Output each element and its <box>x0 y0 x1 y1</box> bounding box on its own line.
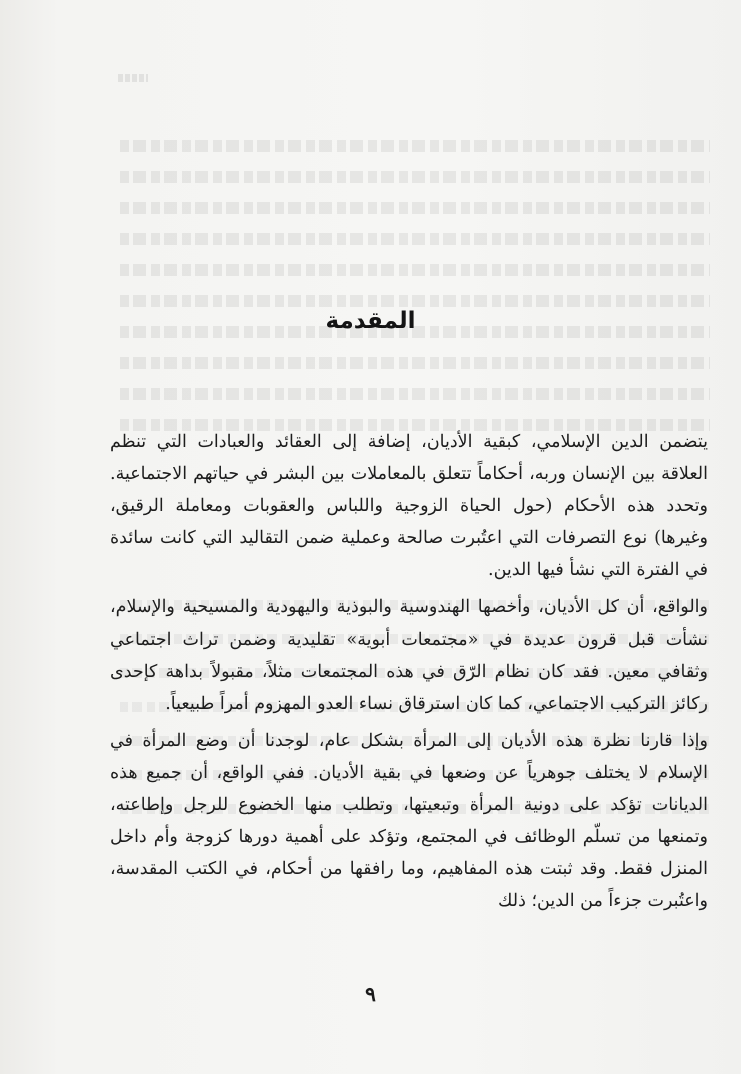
bleed-through-header <box>118 74 148 82</box>
page-number: ٩ <box>365 982 376 1006</box>
paragraph-3: وإذا قارنا نظرة هذه الأديان إلى المرأة بشكل عام، لوجدنا أن وضع المرأة في الإسلام لا يختلف جوهرياً عن وضعها في بقية الأديان. ففي الواقع، أن جميع هذه الديانات تؤكد على دونية المرأة وتبعيتها، وتطلب منها الخضوع للرجل وإطاعته، وتمنعها من تسلّم الوظائف في المجتمع، وتؤكد على أهمية دورها كزوجة وأم داخل المنزل فقط. وقد ثبتت هذه المفاهيم، وما رافقها من أحكام، في الكتب المقدسة، واعتُبرت جزءاً من الدين؛ ذلك <box>110 730 708 912</box>
body-text <box>110 426 708 917</box>
chapter-heading: المقدمة <box>325 308 416 334</box>
paragraph-1: يتضمن الدين الإسلامي، كبقية الأديان، إضافة إلى العقائد والعبادات التي تنظم العلاقة بين الإنسان وربه، أحكاماً تتعلق بالمعاملات بين البشر في حياتهم الاجتماعية. وتحدد هذه الأحكام (حول الحياة الزوجية واللباس والعقوبات ومعاملة الرقيق، وغيرها) نوع التصرفات التي اعتُبرت صالحة وعملية ضمن التقاليد التي كانت سائدة في الفترة التي نشأ فيها الدين. <box>110 432 708 581</box>
bleed-through-text-top <box>120 140 710 470</box>
paragraph-2: والواقع، أن كل الأديان، وأخصها الهندوسية والبوذية واليهودية والمسيحية والإسلام، نشأت قبل قرون عديدة في «مجتمعات أبوية» تقليدية وضمن تراث اجتماعي وثقافي معين. فقد كان نظام الرّق في هذه المجتمعات مثلاً، مقبولاً بداهة كإحدى ركائز التركيب الاجتماعي، كما كان استرقاق نساء العدو المهزوم أمراً طبيعياً. <box>110 597 708 714</box>
